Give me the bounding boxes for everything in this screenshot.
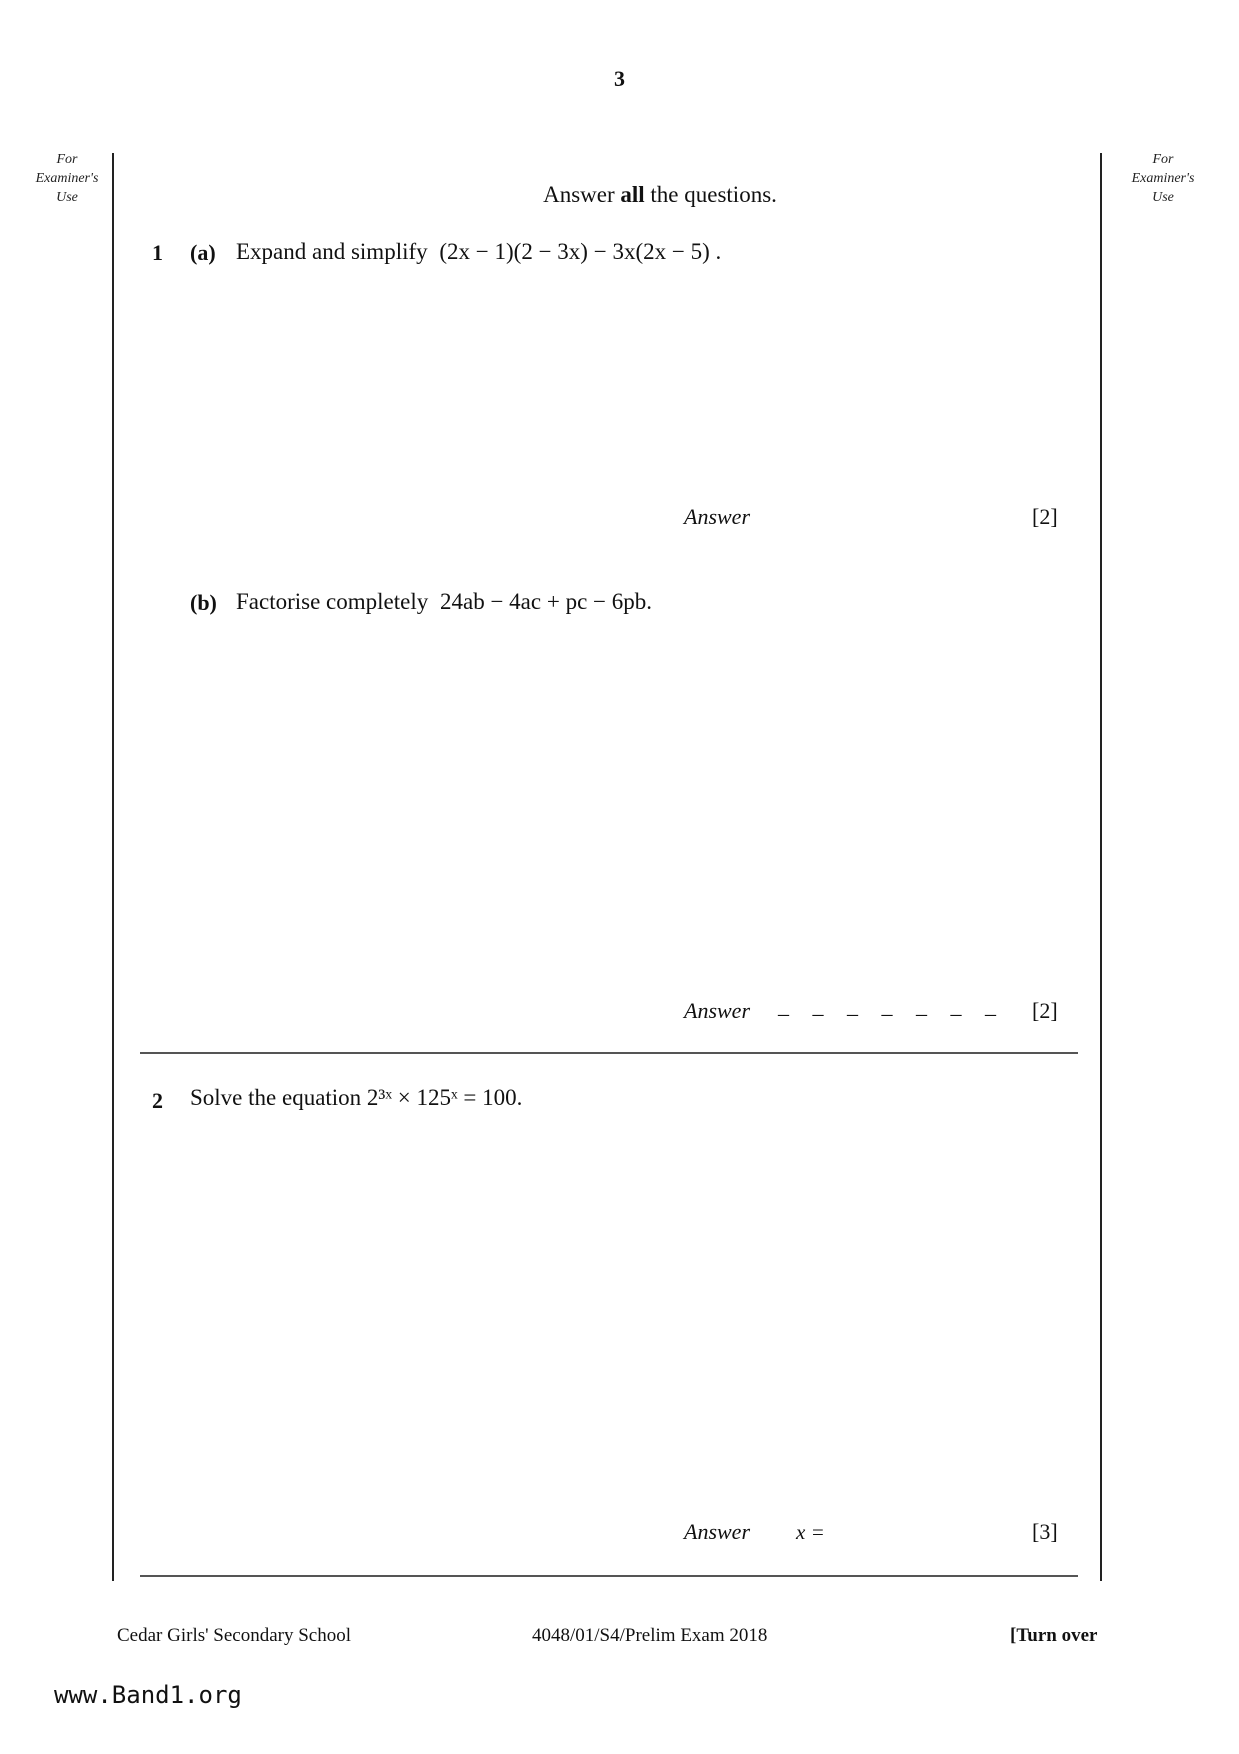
instruction-post: the questions. <box>644 182 777 207</box>
question-1a-expression: (2x − 1)(2 − 3x) − 3x(2x − 5) . <box>439 239 722 264</box>
examiner-label-line2: Examiner's <box>35 171 99 186</box>
question-2-text: Solve the equation 2³ˣ × 125ˣ = 100. <box>190 1085 523 1110</box>
left-margin-rule <box>112 153 114 1581</box>
question-1a-marks: [2] <box>1032 504 1058 529</box>
examiner-label-line3: Use <box>1152 190 1174 205</box>
right-margin-rule <box>1100 153 1102 1581</box>
question-2-marks: [3] <box>1032 1519 1058 1544</box>
question-1-number: 1 <box>152 240 163 265</box>
watermark-url: www.Band1.org <box>54 1681 242 1709</box>
question-1b-marks: [2] <box>1032 998 1058 1023</box>
question-1b-answer-label: Answer <box>684 998 750 1023</box>
footer-paper-code: 4048/01/S4/Prelim Exam 2018 <box>532 1625 768 1646</box>
footer-school: Cedar Girls' Secondary School <box>117 1625 352 1646</box>
question-2-number: 2 <box>152 1088 163 1113</box>
question-2-answer-var[interactable]: x = <box>796 1520 825 1544</box>
question-1b-label: (b) <box>190 590 217 615</box>
question-1a-answer-label: Answer <box>684 504 750 529</box>
question-1b-expression: 24ab − 4ac + pc − 6pb. <box>440 589 652 614</box>
examiner-label-line3: Use <box>56 190 78 205</box>
instruction-text <box>0 182 1239 208</box>
examiner-label-line1: For <box>1152 152 1174 167</box>
footer-turn-over: [Turn over <box>1010 1625 1098 1646</box>
question-1a-text <box>236 239 721 265</box>
bottom-rule <box>140 1575 1078 1577</box>
question-separator <box>140 1052 1078 1054</box>
question-1b-instruction: Factorise completely <box>236 589 429 614</box>
question-1b-text <box>236 589 652 615</box>
question-2-answer-label: Answer <box>684 1519 750 1544</box>
instruction-pre: Answer <box>543 182 621 207</box>
question-1a-label: (a) <box>190 240 216 265</box>
question-1b-answer-line[interactable]: _ _ _ _ _ _ _ <box>778 993 996 1018</box>
instruction-bold: all <box>620 182 645 207</box>
examiner-label-line1: For <box>56 152 78 167</box>
examiner-label-line2: Examiner's <box>1131 171 1195 186</box>
question-1a-instruction: Expand and simplify <box>236 239 428 264</box>
page-number: 3 <box>614 66 625 91</box>
